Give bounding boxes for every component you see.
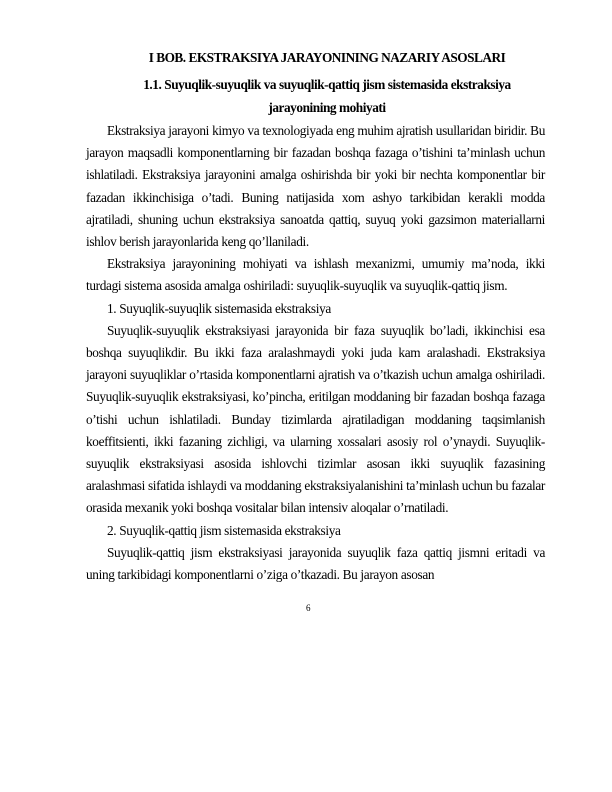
page-number: 6	[306, 603, 311, 613]
paragraph: Ekstraksiya jarayonining mohiyati va ishlash mexanizmi, umumiy ma’noda, ikki turdagi sistema asosida amalga oshiriladi: suyuqlik-suyuqlik va suyuqlik-qattiq jism.	[86, 256, 545, 294]
subsection-heading: 1. Suyuqlik-suyuqlik sistemasida ekstraksiya	[107, 300, 331, 316]
body-text	[86, 120, 545, 586]
section-title: 1.1. Suyuqlik-suyuqlik va suyuqlik-qattiq jism sistemasida ekstraksiya jarayonining mohiyati	[143, 77, 511, 115]
paragraph: Ekstraksiya jarayoni kimyo va texnologiyada eng muhim ajratish usullaridan biridir. Bu jarayon maqsadli komponentlarning bir fazadan boshqa fazaga o’tishini ta’minlash uchun ishlatiladi. Ekstraksiya jarayonini amalga oshirishda bir yoki bir nechta komponentlar bir fazadan ikkinchisiga o’tadi. Buning natijasida xom ashyo tarkibidan kerakli modda ajratiladi, shuning uchun ekstraksiya sanoatda qattiq, suyuq yoki gazsimon materiallarni ishlov berish jarayonlarida keng qo’llaniladi.	[86, 123, 545, 250]
paragraph: Suyuqlik-suyuqlik ekstraksiyasi jarayonida bir faza suyuqlik bo’ladi, ikkinchisi esa boshqa suyuqlikdir. Bu ikki faza aralashmaydi yoki juda kam aralashadi. Ekstraksiya jarayoni suyuqliklar o’rtasida komponentlarni ajratish va o’tkazish uchun amalga oshiriladi. Suyuqlik-suyuqlik ekstraksiyasi, ko’pincha, eritilgan moddaning bir fazadan boshqa fazaga o’tishi uchun ishlatiladi. Bunday tizimlarda ajratiladigan moddaning taqsimlanish koeffitsienti, ikki fazaning zichligi, va ularning xossalari asosiy rol o’ynaydi. Suyuqlik-suyuqlik ekstraksiyasi asosida ishlovchi tizimlar asosan ikki suyuqlik fazasining aralashmasi sifatida ishlaydi va moddaning ekstraksiyalanishini ta’minlash uchun bu fazalar orasida mexanik yoki boshqa vositalar bilan intensiv aloqalar o’rnatiladi.	[86, 322, 545, 516]
paragraph: Suyuqlik-qattiq jism ekstraksiyasi jarayonida suyuqlik faza qattiq jismni eritadi va uning tarkibidagi komponentlarni o’ziga o’tkazadi. Bu jarayon asosan	[86, 544, 545, 583]
chapter-title: I BOB. EKSTRAKSIYA JARAYONINING NAZARIY ASOSLARI	[148, 50, 506, 65]
subsection-heading: 2. Suyuqlik-qattiq jism sistemasida ekstraksiya	[107, 522, 341, 538]
